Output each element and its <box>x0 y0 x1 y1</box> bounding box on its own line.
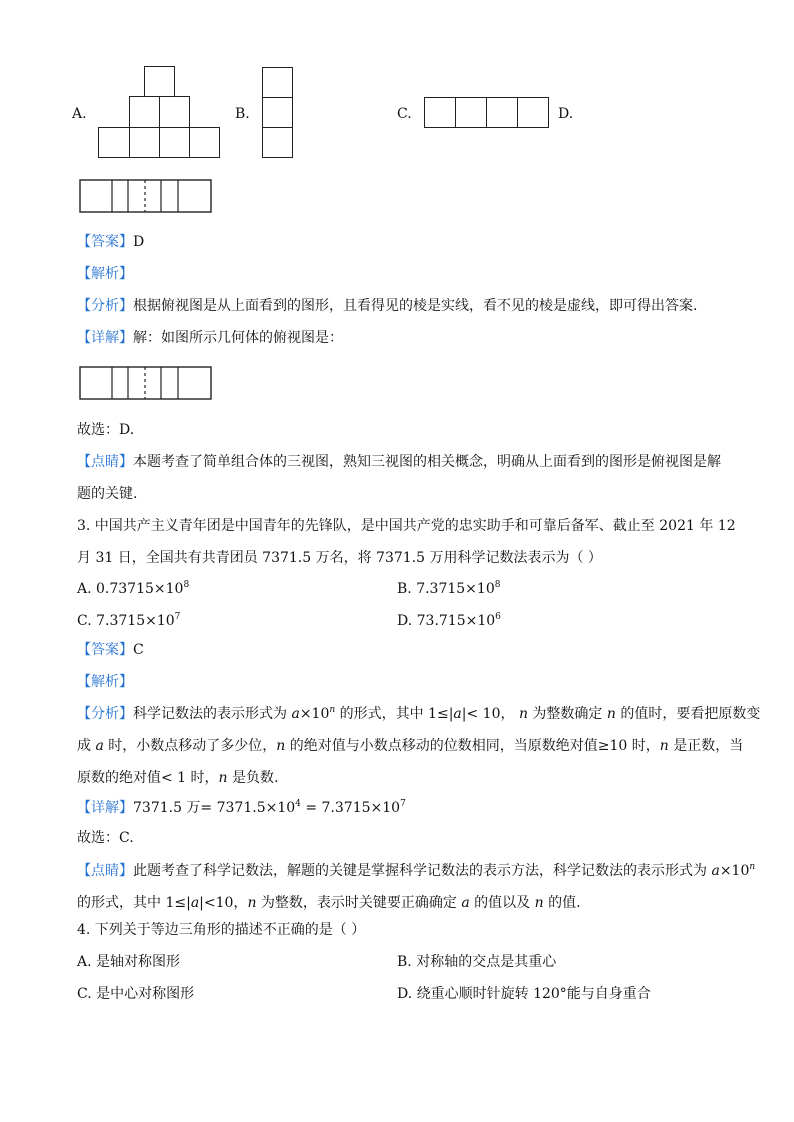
q3-option-a: A. $0.73715\times 10^8$ <box>77 580 190 597</box>
fenxi-tag: 【分析】 <box>77 298 133 314</box>
answer-value: D <box>133 234 145 250</box>
xiangjie-tag: 【详解】 <box>77 800 133 816</box>
q3-answer-line <box>77 640 144 660</box>
q2-fenxi-line <box>77 296 697 316</box>
q3-dianjing-line-1: 【点睛】此题考查了科学记数法，解题的关键是掌握科学记数法的表示方法，科学记数法的表示形式为 $a\times 10^n$ <box>77 862 756 879</box>
q4-stem: 4. 下列关于等边三角形的描述不正确的是（ ） <box>77 922 366 938</box>
xiangjie-text: 解：如图所示几何体的俯视图是： <box>133 330 343 346</box>
q4-option-c: C. 是中心对称图形 <box>77 986 195 1002</box>
q4-option-a: A. 是轴对称图形 <box>77 954 181 970</box>
figure-a-stacked-squares <box>98 66 222 159</box>
q3-option-d: D. $73.715\times 10^6$ <box>397 612 501 629</box>
option-a-label: A. <box>72 106 87 122</box>
solution-top-view-figure <box>79 366 213 405</box>
q3-fenxi-line-1: 【分析】科学记数法的表示形式为 $a\times 10^n$ 的形式，其中 1≤|a|< 10， n 为整数确定 n 的值时，要看把原数变 <box>77 705 761 722</box>
dianjing-tag: 【点睛】 <box>77 454 133 470</box>
q3-fenxi-line-2: 成 a 时，小数点移动了多少位，n 的绝对值与小数点移动的位数相同，当原数绝对值≥10 时，n 是正数，当 <box>77 738 744 754</box>
q2-dianjing-line-2: 题的关键. <box>77 486 138 502</box>
q2-analysis-line <box>77 264 133 284</box>
q3-stem-line-1: 3. 中国共产主义青年团是中国青年的先锋队，是中国共产党的忠实助手和可靠后备军、截止至 2021 年 12 <box>77 518 736 534</box>
q3-stem-line-2: 月 31 日，全国共有共青团员 7371.5 万名，将 7371.5 万用科学记数法表示为（ ） <box>77 550 602 566</box>
option-d-label: D. <box>558 106 574 122</box>
option-b-label: B. <box>235 106 250 122</box>
q3-option-b: B. $7.3715\times 10^8$ <box>397 580 501 597</box>
answer-tag: 【答案】 <box>77 234 133 250</box>
fenxi-text: 根据俯视图是从上面看到的图形，且看得见的棱是实线，看不见的棱是虚线，即可得出答案. <box>133 298 698 314</box>
q3-xiangjie-line: 【详解】7371.5 万= $7371.5\times 10^4 = 7.3715\times 10^7$ <box>77 799 406 816</box>
q2-dianjing-line <box>77 452 721 472</box>
answer-value: C <box>133 642 144 658</box>
q3-analysis-line <box>77 672 133 692</box>
q4-option-d: D. 绕重心顺时针旋转 120°能与自身重合 <box>397 986 651 1002</box>
figure-d-top-view <box>79 179 213 218</box>
q2-answer-line <box>77 232 144 252</box>
q2-xiangjie-line <box>77 328 343 348</box>
figure-c-horizontal-squares <box>424 97 551 129</box>
q2-choose-line: 故选：D. <box>77 422 135 438</box>
dianjing-text: 本题考查了简单组合体的三视图，熟知三视图的相关概念，明确从上面看到的图形是俯视图是解 <box>133 454 721 470</box>
q4-option-b: B. 对称轴的交点是其重心 <box>397 954 557 970</box>
analysis-tag: 【解析】 <box>77 266 133 282</box>
answer-tag: 【答案】 <box>77 642 133 658</box>
dianjing-tag: 【点睛】 <box>77 863 133 879</box>
option-c-label: C. <box>397 106 412 122</box>
figure-b-vertical-squares <box>262 67 294 159</box>
q3-choose-line: 故选：C. <box>77 830 134 846</box>
fenxi-tag: 【分析】 <box>77 706 133 722</box>
q3-dianjing-line-2: 的形式，其中 1≤|a|<10，n 为整数，表示时关键要正确确定 a 的值以及 n 的值. <box>77 895 581 911</box>
xiangjie-tag: 【详解】 <box>77 330 133 346</box>
q3-fenxi-line-3: 原数的绝对值< 1 时，n 是负数. <box>77 770 279 786</box>
analysis-tag: 【解析】 <box>77 674 133 690</box>
q3-option-c: C. $7.3715\times 10^7$ <box>77 612 181 629</box>
